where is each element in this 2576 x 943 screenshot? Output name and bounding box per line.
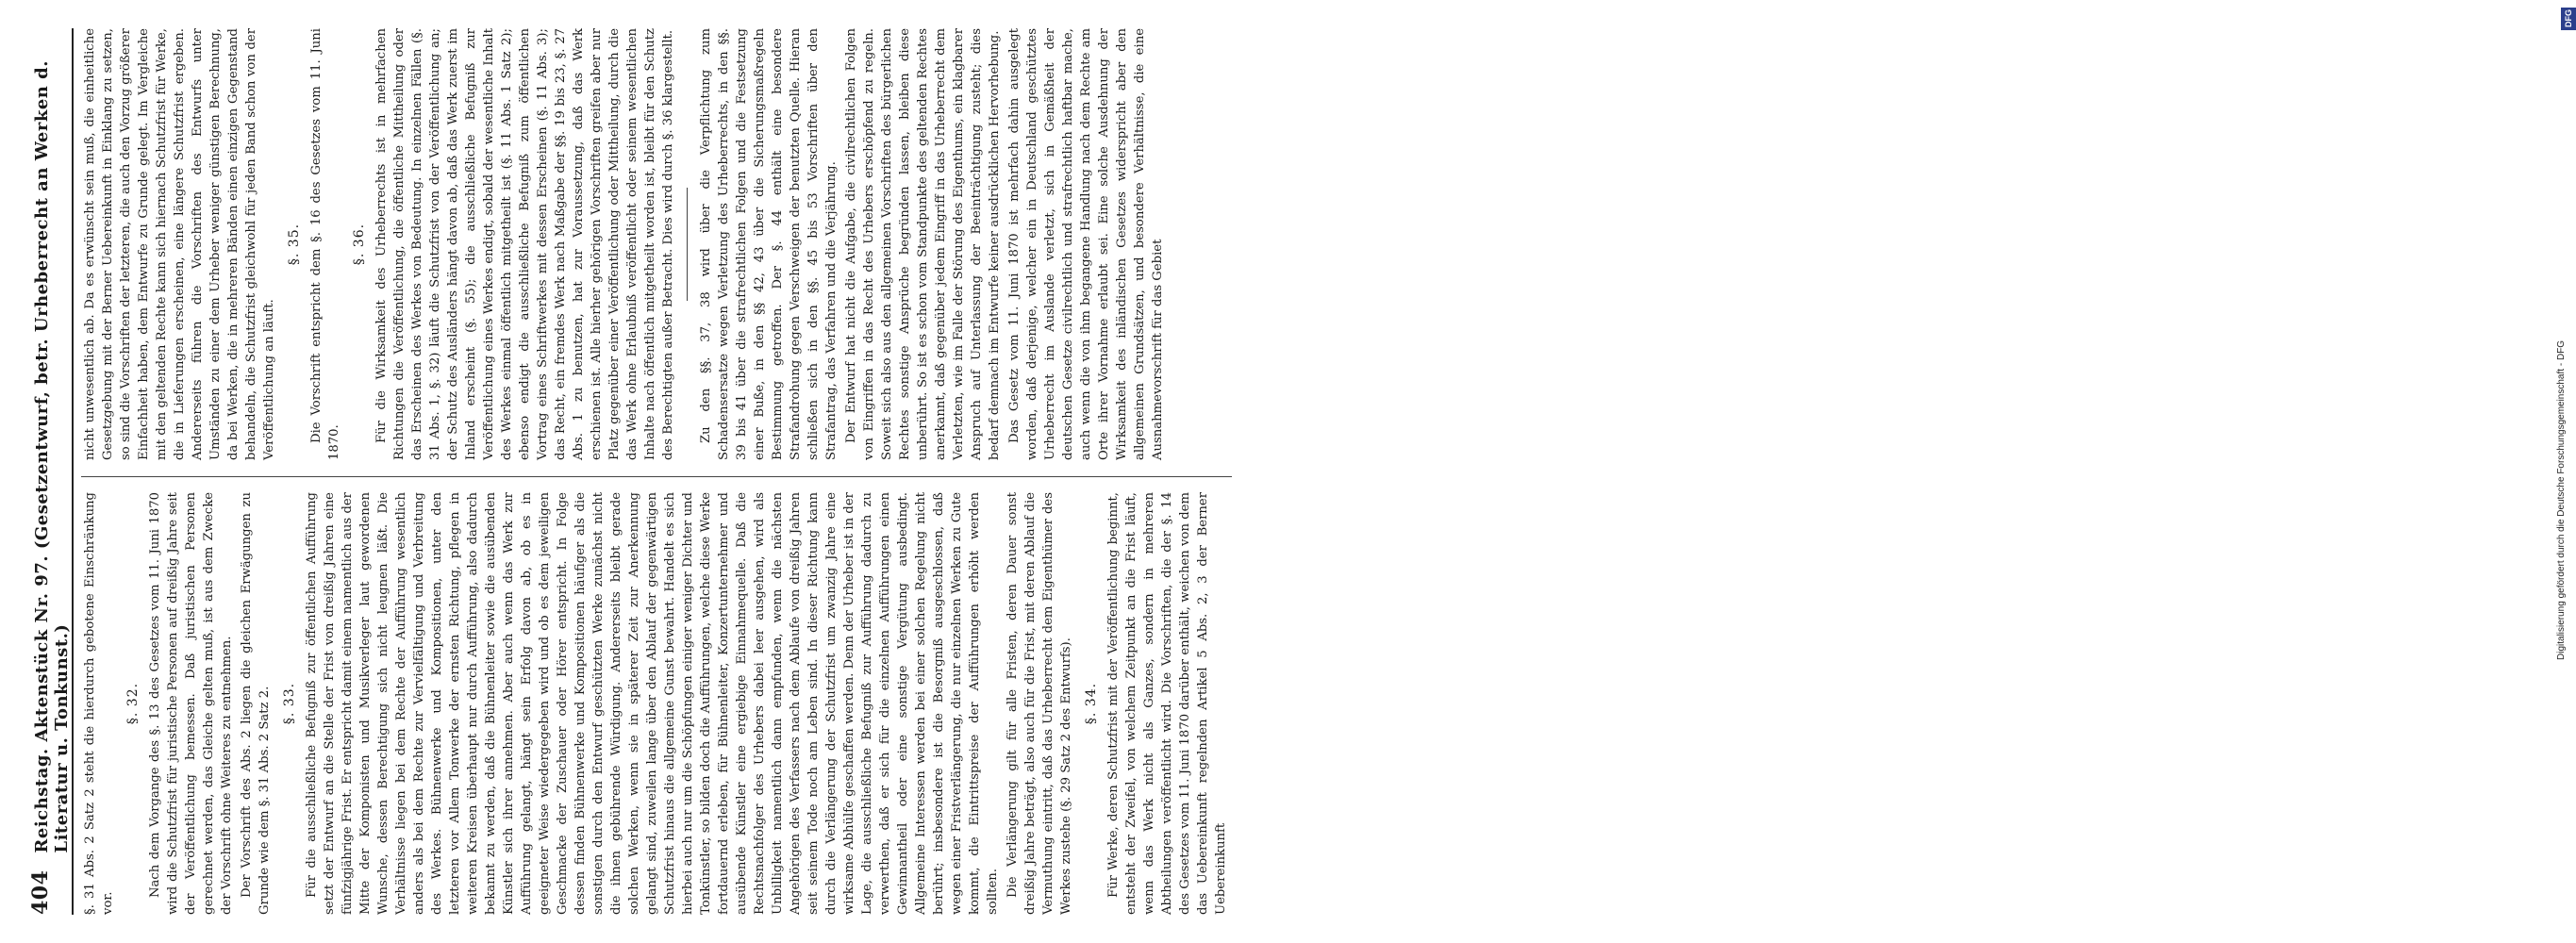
paragraph: Für die ausschließliche Befugniß zur öffentlichen Aufführung setzt der Entwurf an die Stelle der Frist von dreißig Jahren eine fünfzigjährige Frist. Er entspricht damit einem namentlich aus der Mitte der Komponisten und Musikverleger laut gewordenen Wunsche, dessen Berechtigung sich nicht leugnen läßt. Die Verhältnisse liegen bei dem Rechte der Aufführung wesentlich anders als bei dem Rechte zur Vervielfältigung und Verbreitung des Werkes. Bühnenwerke und Kompositionen, unter den letzteren vor Allem Tonwerke der ernsten Richtung, pflegen in weiteren Kreisen überhaupt nur durch Aufführung, also dadurch bekannt zu werden, daß die Bühnenleiter sowie die ausübenden Künstler sich ihrer annehmen. Aber auch wenn das Werk zur Aufführung gelangt, hängt sein Erfolg davon ab, ob es in geeigneter Weise wiedergegeben wird und ob es dem jeweiligen Geschmacke der Zuschauer oder Hörer entspricht. In Folge dessen finden Bühnenwerke und Kompositionen häufiger als die sonstigen durch den Entwurf geschützten Werke zunächst nicht die ihnen gebührende Würdigung. Andererseits bleibt gerade solchen Werken, wenn sie in späterer Zeit zur Anerkennung gelangt sind, zuweilen lange über den Ablauf der gegenwärtigen Schutzfrist hinaus die allgemeine Gunst bewahrt. Handelt es sich hierbei auch nur um die Schöpfungen einiger weniger Dichter und Tonkünstler, so bilden doch die Aufführungen, welche diese Werke fortdauernd erleben, für Bühnenleiter, Konzertunternehmer und ausübende Künstler eine ergiebige Einnahmequelle. Daß die Rechtsnachfolger des Urhebers dabei leer ausgehen, wird als Unbilligkeit namentlich dann empfunden, wenn die nächsten Angehörigen des Verfassers nach dem Ablaufe von dreißig Jahren seit seinem Tode noch am Leben sind. In dieser Richtung kann durch die Verlängerung der Schutzfrist um zwanzig Jahre eine wirksame Abhülfe geschaffen werden. Denn der Urheber ist in der Lage, die ausschließliche Befugniß zur Aufführung dadurch zu verwerthen, daß er sich für die einzelnen Aufführungen einen Gewinnantheil oder eine sonstige Vergütung ausbedingt. Allgemeine Interessen werden bei einer solchen Regelung nicht berührt; insbesondere ist die Besorgniß ausgeschlossen, daß wegen einer Fristverlängerung, die nur einzelnen Werken zu Gute kommt, die Eintrittspreise der Aufführungen erhöht werden sollten.	[305, 492, 1000, 915]
section-heading: §. 34.	[1084, 682, 1099, 725]
side-margin	[1273, 0, 2573, 943]
column-divider	[81, 476, 1232, 477]
running-title: Reichstag. Aktenstück Nr. 97. (Gesetzentwurf, betr. Urheberrecht an Werken d. Literatur u. Tonkunst.)	[32, 59, 72, 853]
paragraph: Zu den §§. 37, 38 wird über die Verpflichtung zum Schadensersatze wegen Verletzung des Urheberrechts, in den §§. 39 bis 41 über die strafrechtlichen Folgen und die Festsetzung einer Buße, in den §§ 42, 43 über die Sicherungsmaßregeln Bestimmung getroffen. Der §. 44 enthält eine besondere Strafandrohung gegen Verschweigen der benutzten Quelle. Hieran schließen sich in den §§. 45 bis 53 Vorschriften über den Strafantrag, das Verfahren und die Verjährung.	[699, 28, 839, 460]
section-heading: §. 33.	[282, 682, 297, 725]
header-rule	[72, 28, 74, 915]
page-number: 404	[28, 869, 53, 915]
paragraph: Nach dem Vorgange des §. 13 des Gesetzes vom 11. Juni 1870 wird die Schutzfrist für juristische Personen auf dreißig Jahre seit der Veröffentlichung bemessen. Daß juristischen Personen gerechnet werden, das Gleiche gelten muß, ist aus dem Zwecke der Vorschrift ohne Weiteres zu entnehmen.	[148, 492, 234, 915]
dfg-logo: DFG	[2561, 8, 2576, 30]
paragraph: Für die Wirksamkeit des Urheberrechts ist in mehrfachen Richtungen die Veröffentlichung, die öffentliche Mittheilung oder das Erscheinen des Werkes von Bedeutung. In einzelnen Fällen (§. 31 Abs. 1, §. 32) läuft die Schutzfrist von der Veröffentlichung an; der Schutz des Ausländers hängt davon ab, daß das Werk zuerst im Inland erscheint (§. 55); die ausschließliche Befugniß zur Veröffentlichung eines Werkes endigt, sobald der wesentliche Inhalt des Werkes einmal öffentlich mitgetheilt ist (§. 11 Abs. 1 Satz 2); ebenso endigt die ausschließliche Befugniß zum öffentlichen Vortrag eines Schriftwerkes mit dessen Erscheinen (§. 11 Abs. 3); das Recht, ein fremdes Werk nach Maßgabe der §§. 19 bis 23, §. 27 Abs. 1 zu benutzen, hat zur Voraussetzung, daß das Werk erschienen ist. Alle hierher gehörigen Vorschriften greifen aber nur Platz gegenüber einer Veröffentlichung oder Mittheilung, durch die das Werk ohne Erlaubniß veröffentlicht oder seinem wesentlichen Inhalte nach öffentlich mitgetheilt worden ist, bleibt für den Schutz des Berechtigten außer Betracht. Dies wird durch §. 36 klargestellt.	[374, 28, 675, 460]
section-heading: §. 35.	[287, 223, 302, 266]
paragraph: nicht unwesentlich ab. Da es erwünscht sein muß, die einheitliche Gesetzgebung mit der Berner Uebereinkunft in Einklang zu setzen, so sind die Vorschriften der letzteren, die auch den Vorzug größerer Einfachheit haben, dem Entwurfe zu Grunde gelegt. Im Vergleiche mit den geltenden Rechte kann sich hiernach Schutzfrist für Werke, die in Lieferungen erscheinen, eine längere Schutzfrist ergeben. Andererseits führen die Vorschriften des Entwurfs unter Umständen zu einer dem Urheber weniger günstigen Berechnung, da bei Werken, die in mehreren Bänden einen einzigen Gegenstand behandeln, die Schutzfrist gleichwohl für jeden Band schon von der Veröffentlichung an läuft.	[83, 28, 276, 460]
digitization-credit: Digitalisierung gefördert durch die Deutsche Forschungsgemeinschaft - DFG	[2556, 339, 2567, 660]
paragraph: Für Werke, deren Schutzfrist mit der Veröffentlichung beginnt, entsteht der Zweifel, von welchem Zeitpunkt an die Frist läuft, wenn das Werk nicht als Ganzes, sondern in mehreren Abtheilungen veröffentlicht wird. Die Vorschriften, die der §. 14 des Gesetzes vom 11. Juni 1870 darüber enthält, weichen von dem das Uebereinkunft regelnden Artikel 5 Abs. 2, 3 der Berner Uebereinkunft	[1106, 492, 1228, 915]
paragraph: Die Vorschrift entspricht dem §. 16 des Gesetzes vom 11. Juni 1870.	[309, 28, 341, 460]
right-column	[81, 28, 1241, 460]
section-heading: §. 32.	[125, 682, 141, 725]
left-column	[81, 492, 1241, 915]
rotated-page	[28, 28, 1245, 915]
section-heading: §. 36.	[352, 223, 367, 266]
paragraph: Der Entwurf hat nicht die Aufgabe, die civilrechtlichen Folgen von Eingriffen in das Recht des Urhebers erschöpfend zu regeln. Soweit sich also aus den allgemeinen Vorschriften des bürgerlichen Rechtes sonstige Ansprüche begründen lassen, bleiben diese unberührt. So ist es schon vom Standpunkte des geltenden Rechtes anerkannt, daß gegenüber jedem Eingriff in das Urheberrecht dem Verletzten, wie im Falle der Störung des Eigenthums, ein klagbarer Anspruch auf Unterlassung der Beeinträchtigung zusteht; dies bedarf demnach im Entwurfe keiner ausdrücklichen Hervorhebung.	[844, 28, 1002, 460]
paragraph: Das Gesetz vom 11. Juni 1870 ist mehrfach dahin ausgelegt worden, daß derjenige, welcher ein in Deutschland geschütztes Urheberrecht im Auslande verletzt, sich in Gemäßheit der deutschen Gesetze civilrechtlich und strafrechtlich haftbar mache, auch wenn die von ihm begangene Handlung nach dem Rechte am Orte ihrer Vornahme erlaubt sei. Eine solche Ausdehnung der Wirksamkeit des inländischen Gesetzes widerspricht aber den allgemeinen Grundsätzen, und besondere Verhältnisse, die eine Ausnahmevorschrift für das Gebiet	[1007, 28, 1165, 460]
section-divider	[687, 188, 688, 301]
page-header	[28, 28, 70, 915]
paragraph: Der Vorschrift des Abs. 2 liegen die gleichen Erwägungen zu Grunde wie dem §. 31 Abs. 2 Satz 2.	[240, 492, 272, 915]
paragraph: Die Verlängerung gilt für alle Fristen, deren Dauer sonst dreißig Jahre beträgt, also auch für die Frist, mit deren Ablauf die Vermuthung eintritt, daß das Urheberrecht dem Eigenthümer des Werkes zustehe (§. 29 Satz 2 des Entwurfs).	[1005, 492, 1073, 915]
paragraph: §. 31 Abs. 2 Satz 2 steht die hierdurch gebotene Einschränkung vor.	[83, 492, 115, 915]
